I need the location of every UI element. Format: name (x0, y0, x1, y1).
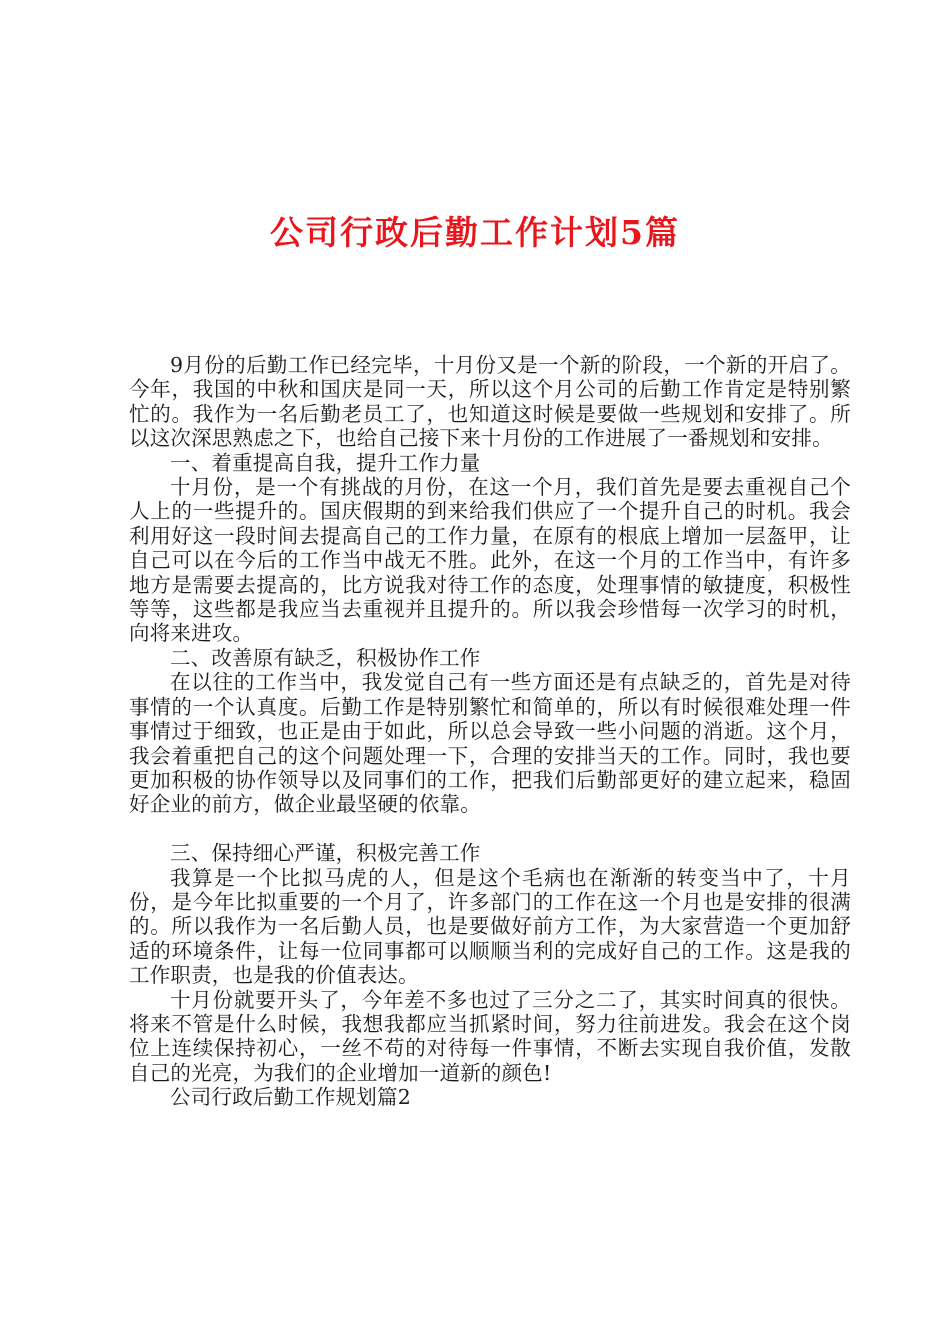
document-body (129, 353, 851, 1110)
section-heading-2: 二、改善原有缺乏，积极协作工作 (170, 645, 481, 670)
paragraph-section-2: 在以往的工作当中，我发觉自己有一些方面还是有点缺乏的，首先是对待事情的一个认真度。后勤工作是特别繁忙和简单的，所以有时候很难处理一件事情过于细致，也正是由于如此，所以总会导致一些小问题的消逝。这个月，我会着重把自己的这个问题处理一下，合理的安排当天的工作。同时，我也要更加积极的协作领导以及同事们的工作，把我们后勤部更好的建立起来，稳固好企业的前方，做企业最坚硬的依靠。 (129, 670, 851, 817)
section-heading-3: 三、保持细心严谨，积极完善工作 (170, 841, 481, 866)
paragraph-closing: 十月份就要开头了，今年差不多也过了三分之二了，其实时间真的很快。将来不管是什么时候，我想我都应当抓紧时间，努力往前进发。我会在这个岗位上连续保持初心，一丝不苟的对待每一件事情，不断去实现自我价值，发散自己的光亮，为我们的企业增加一道新的颜色! (129, 987, 851, 1085)
paragraph-section-1: 十月份，是一个有挑战的月份，在这一个月，我们首先是要去重视自己个人上的一些提升的。国庆假期的到来给我们供应了一个提升自己的时机。我会利用好这一段时间去提高自己的工作力量，在原有的根底上增加一层盔甲，让自己可以在今后的工作当中战无不胜。此外，在这一个月的工作当中，有许多地方是需要去提高的，比方说我对待工作的态度，处理事情的敏捷度，积极性等等，这些都是我应当去重视并且提升的。所以我会珍惜每一次学习的时机，向将来进攻。 (129, 475, 851, 646)
paragraph-intro: 9月份的后勤工作已经完毕，十月份又是一个新的阶段，一个新的开启了。今年，我国的中秋和国庆是同一天，所以这个月公司的后勤工作肯定是特别繁忙的。我作为一名后勤老员工了，也知道这时候是要做一些规划和安排了。所以这次深思熟虑之下，也给自己接下来十月份的工作进展了一番规划和安排。 (129, 353, 851, 451)
next-article-heading: 公司行政后勤工作规划篇2 (170, 1085, 411, 1110)
paragraph-section-3: 我算是一个比拟马虎的人，但是这个毛病也在渐渐的转变当中了，十月份，是今年比拟重要的一个月了，许多部门的工作在这一个月也是安排的很满的。所以我作为一名后勤人员，也是要做好前方工作，为大家营造一个更加舒适的环境条件，让每一位同事都可以顺顺当利的完成好自己的工作。这是我的工作职责，也是我的价值表达。 (129, 865, 851, 988)
blank-line (129, 817, 851, 841)
section-heading-1: 一、着重提高自我，提升工作力量 (170, 450, 481, 475)
document-title: 公司行政后勤工作计划5篇 (270, 213, 680, 252)
